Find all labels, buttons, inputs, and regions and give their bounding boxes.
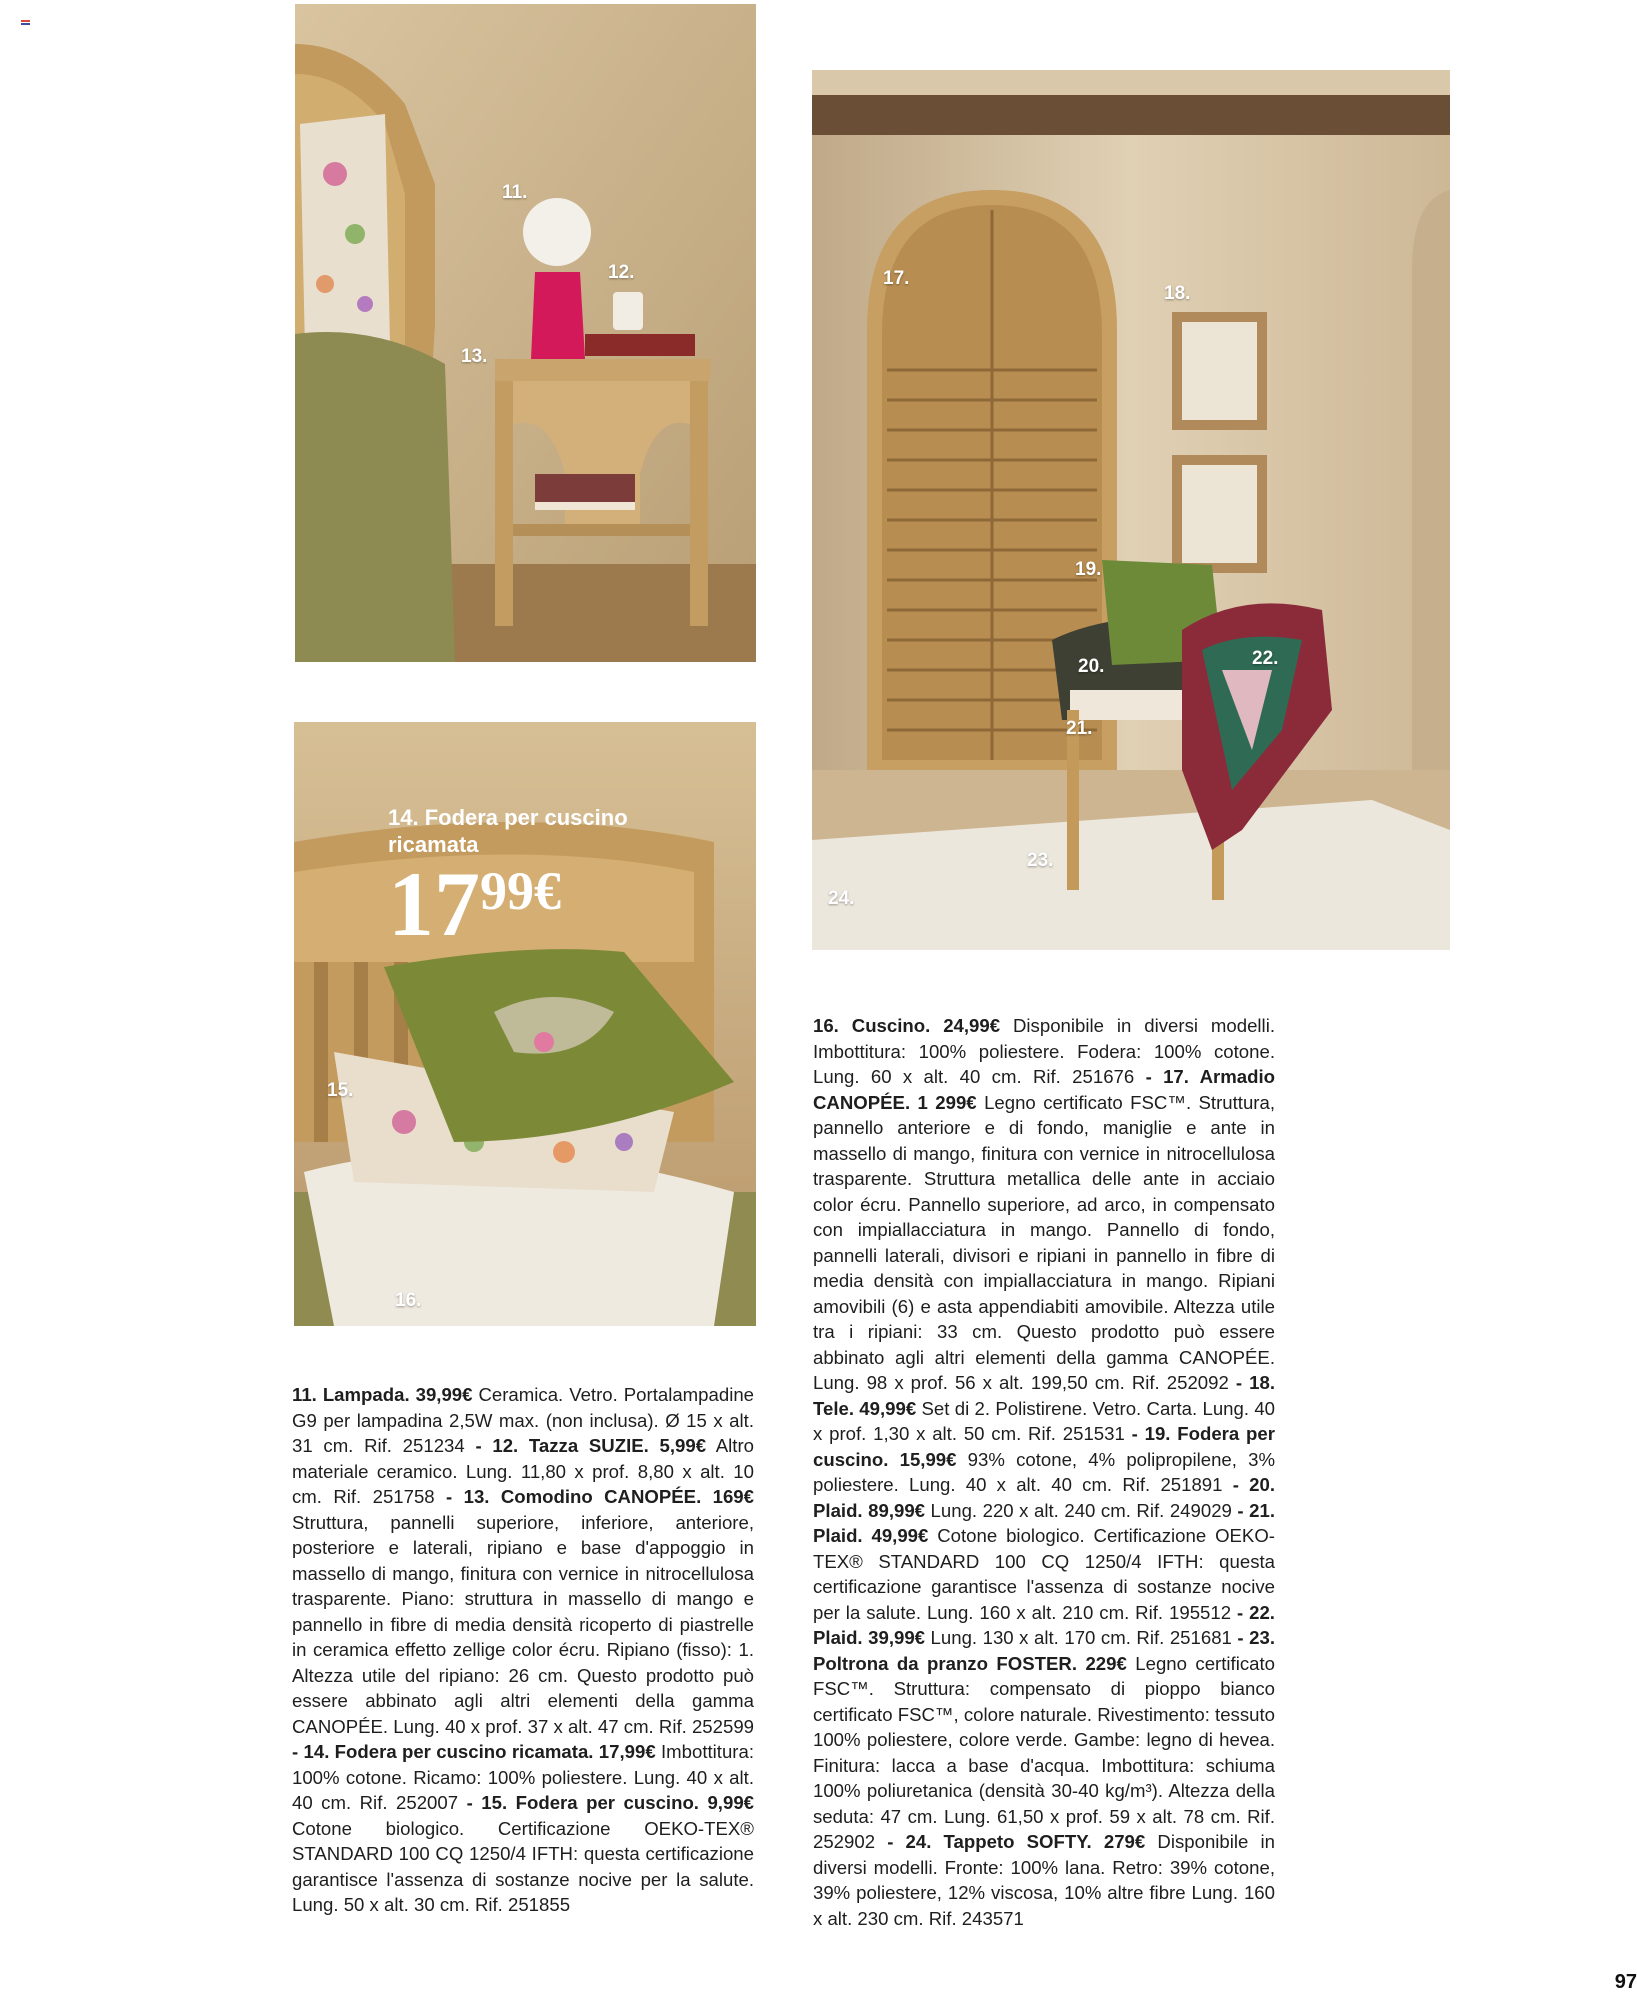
photo-label: 21. — [1066, 718, 1093, 739]
photo-label: 19. — [1075, 559, 1102, 580]
product-details: Lung. 220 x alt. 240 cm. Rif. 249029 — [925, 1499, 1238, 1521]
photo-label: 16. — [395, 1290, 422, 1311]
product-name-price: - 13. Comodino CANOPÉE. 169€ — [446, 1486, 754, 1507]
promo-price-integer: 17 — [388, 853, 480, 955]
product-details: Legno certificato FSC™. Struttura, pannello anteriore e di fondo, maniglie e ante in massello di mango, finitura con vernice in nitrocellulosa trasparente. Struttura metallica delle ante in acciaio color écru. Pannello superiore, ad arco, in compensato con impiallacciatura in mango. Pannello di fondo, pannelli laterali, divisori e ripiani in pannello in fibre di media densità con impiallacciatura in mango. Ripiani amovibili (6) e asta appendiabiti amovibile. Altezza utile tra i ripiani: 33 cm. Questo prodotto può essere abbinato agli altri elementi della gamma CANOPÉE. Lung. 98 x prof. 56 x alt. 199,50 cm. Rif. 252092 — [813, 1091, 1276, 1393]
flag-icon — [21, 20, 30, 28]
product-description-right — [813, 1013, 1275, 1931]
product-details: Cotone biologico. Certificazione OEKO-TEX® STANDARD 100 CQ 1250/4 IFTH: questa certificazione garantisce l'assenza di sostanze nocive per la salute. Lung. 50 x alt. 30 cm. Rif. 251855 — [292, 1817, 754, 1915]
product-description-left — [292, 1382, 754, 1918]
product-name-price: 16. Cuscino. 24,99€ — [813, 1015, 1001, 1036]
photo-label: 12. — [608, 262, 635, 283]
product-name-price: - 17. Armadio CANOPÉE. 1 299€ — [813, 1066, 1275, 1113]
product-name-price: - 12. Tazza SUZIE. 5,99€ — [475, 1435, 707, 1456]
photo-label: 20. — [1078, 656, 1105, 677]
photo-label: 22. — [1252, 648, 1279, 669]
product-name-price: - 15. Fodera per cuscino. 9,99€ — [466, 1792, 754, 1813]
photo-label: 24. — [828, 888, 855, 909]
promo-price — [388, 853, 561, 955]
product-details: 93% cotone, 4% polipropilene, 3% poliestere. Lung. 40 x alt. 40 cm. Rif. 251891 — [813, 1448, 1275, 1495]
product-details: Disponibile in diversi modelli. Imbottitura: 100% poliestere. Fodera: 100% cotone. Lung. 60 x alt. 40 cm. Rif. 251676 — [813, 1015, 1275, 1087]
product-details: Ceramica. Vetro. Portalampadine G9 per lampadina 2,5W max. (non inclusa). Ø 15 x alt. 31 cm. Rif. 251234 — [292, 1384, 755, 1456]
product-name-price: - 14. Fodera per cuscino ricamata. 17,99€ — [292, 1741, 656, 1762]
product-name-price: - 19. Fodera per cuscino. 15,99€ — [813, 1423, 1275, 1470]
product-name-price: - 22. Plaid. 39,99€ — [813, 1601, 1275, 1648]
photo-label: 23. — [1027, 850, 1054, 871]
photo-label: 17. — [883, 268, 910, 289]
photo-label: 15. — [327, 1080, 354, 1101]
product-details: Disponibile in diversi modelli. Fronte: 100% lana. Retro: 39% cotone, 39% poliestere, 12% viscosa, 10% altre fibre Lung. 160 x alt. 230 cm. Rif. 243571 — [813, 1831, 1275, 1929]
product-name-price: - 18. Tele. 49,99€ — [813, 1372, 1275, 1419]
product-details: Legno certificato FSC™. Struttura: compensato di pioppo bianco certificato FSC™, colore naturale. Rivestimento: tessuto 100% poliestere, colore verde. Gambe: legno di hevea. Finitura: lacca a base d'acqua. Imbottitura: schiuma 100% poliuretanica (densità 30-40 kg/m³). Altezza della seduta: 47 cm. Lung. 61,50 x prof. 59 x alt. 78 cm. Rif. 252902 — [813, 1652, 1275, 1852]
promo-price-decimal: 99 — [480, 861, 534, 921]
product-details: Imbottitura: 100% cotone. Ricamo: 100% poliestere. Lung. 40 x alt. 40 cm. Rif. 252007 — [292, 1741, 754, 1813]
promo-product-name: 14. Fodera per cuscino ricamata — [388, 805, 628, 857]
product-name-price: - 24. Tappeto SOFTY. 279€ — [887, 1831, 1146, 1852]
product-details: Altro materiale ceramico. Lung. 11,80 x prof. 8,80 x alt. 10 cm. Rif. 251758 — [292, 1435, 755, 1507]
page-number: 97 — [1614, 1971, 1637, 1993]
product-details: Lung. 130 x alt. 170 cm. Rif. 251681 — [925, 1627, 1238, 1648]
product-details: Set di 2. Polistirene. Vetro. Carta. Lung. 40 x prof. 1,30 x alt. 50 cm. Rif. 251531 — [813, 1397, 1276, 1444]
photo-wardrobe-chair — [812, 70, 1450, 950]
photo-label: 18. — [1164, 283, 1191, 304]
product-details: Struttura, pannelli superiore, inferiore, anteriore, posteriore e laterali, ripiano e base d'appoggio in massello di mango, finitura con vernice in nitrocellulosa trasparente. Piano: struttura in massello di mango e pannello in fibre di media densità ricoperto di piastrelle in ceramica effetto zellige color écru. Ripiano (fisso): 1. Altezza utile del ripiano: 26 cm. Questo prodotto può essere abbinato agli altri elementi della gamma CANOPÉE. Lung. 40 x prof. 37 x alt. 47 cm. Rif. 252599 — [292, 1511, 754, 1737]
product-name-price: - 23. Poltrona da pranzo FOSTER. 229€ — [813, 1627, 1275, 1674]
photo-bedside-table — [295, 4, 756, 662]
product-name-price: - 21. Plaid. 49,99€ — [813, 1499, 1275, 1546]
promo-price-currency: € — [534, 861, 561, 921]
product-name-price: - 20. Plaid. 89,99€ — [813, 1474, 1275, 1521]
photo-label: 11. — [502, 182, 528, 203]
photo-label: 13. — [461, 346, 488, 367]
product-details: Cotone biologico. Certificazione OEKO-TEX® STANDARD 100 CQ 1250/4 IFTH: questa certificazione garantisce l'assenza di sostanze nocive per la salute. Lung. 160 x alt. 210 cm. Rif. 195512 — [813, 1525, 1275, 1623]
product-name-price: 11. Lampada. 39,99€ — [292, 1384, 473, 1405]
